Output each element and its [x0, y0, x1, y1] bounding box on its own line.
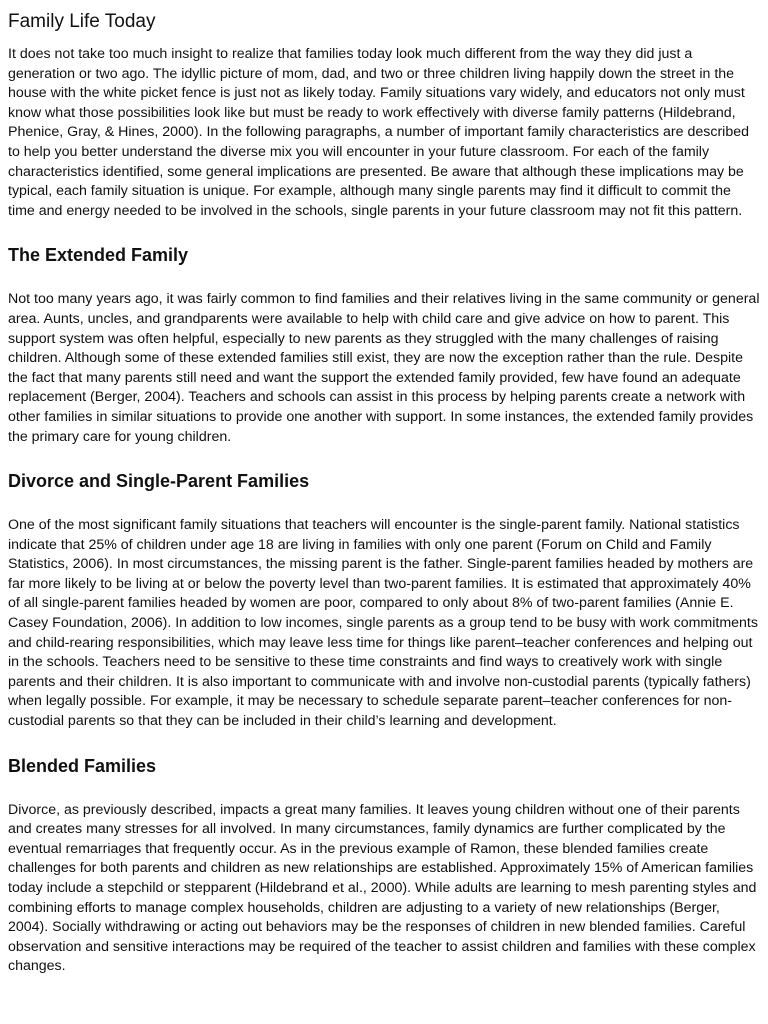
section-body-blended-families: Divorce, as previously described, impacts a great many families. It leaves young children without one of their parents and creates many stresses for all involved. In many circumstances, family dynamics are further complicated by the eventual remarriages that frequently occur. As in the previous example of Ramon, these blended families create challenges for both parents and children as new relationships are established. Approximately 15% of American families today include a stepchild or stepparent (Hildebrand et al., 2000). While adults are learning to mesh parenting styles and combining efforts to manage complex households, children are adjusting to a variety of new relationships (Berger, 2004). Socially withdrawing or acting out behaviors may be the responses of children in new blended families. Careful observation and sensitive interactions may be required of the teacher to assist children and families with these complex changes.	[8, 801, 757, 975]
document-title: Family Life Today	[8, 11, 156, 32]
section-heading-blended-families: Blended Families	[8, 755, 157, 776]
section-body-extended-family: Not too many years ago, it was fairly common to find families and their relatives living in the same community or general area. Aunts, uncles, and grandparents were available to help with child care and give advice on how to parent. This support system was often helpful, especially to new parents as they struggled with the many challenges of raising children. Although some of these extended families still exist, they are now the exception rather than the rule. Despite the fact that many parents still need and want the support the extended family provided, few have found an adequate replacement (Berger, 2004). Teachers and schools can assist in this process by helping parents create a network with other families in similar situations to provide one another with support. In some instances, the extended family provides the primary care for young children.	[8, 291, 760, 445]
section-body-divorce-single-parent: One of the most significant family situations that teachers will encounter is the single-parent family. National statistics indicate that 25% of children under age 18 are living in families with only one parent (Forum on Child and Family Statistics, 2006). In most circumstances, the missing parent is the father. Single-parent families headed by mothers are far more likely to be living at or below the poverty level than two-parent families. It is estimated that approximately 40% of all single-parent families headed by women are poor, compared to only about 8% of two-parent families (Annie E. Casey Foundation, 2006). In addition to low incomes, single parents as a group tend to be busy with work commitments and child-rearing responsibilities, which may leave less time for things like parent–teacher conferences and helping out in the schools. Teachers need to be sensitive to these time constraints and find ways to creatively work with single parents and their children. It is also important to communicate with and involve non-custodial parents (typically fathers) when legally possible. For example, it may be necessary to schedule separate parent–teacher conferences for non-custodial parents so that they can be included in their child’s learning and development.	[8, 517, 758, 730]
intro-paragraph: It does not take too much insight to realize that families today look much different from the way they did just a generation or two ago. The idyllic picture of mom, dad, and two or three children living happily down the street in the house with the white picket fence is just not as likely today. Family situations vary widely, and educators not only must know what those possibilities look like but must be ready to work effectively with diverse family patterns (Hildebrand, Phenice, Gray, & Hines, 2000). In the following paragraphs, a number of important family characteristics are described to help you better understand the diverse mix you will encounter in your future classroom. For each of the family characteristics identified, some general implications are presented. Be aware that although these implications may be typical, each family situation is unique. For example, although many single parents may find it difficult to commit the time and energy needed to be involved in the schools, single parents in your future classroom may not fit this pattern.	[8, 46, 749, 219]
section-heading-extended-family: The Extended Family	[8, 245, 189, 266]
section-heading-divorce-single-parent: Divorce and Single-Parent Families	[8, 471, 310, 492]
